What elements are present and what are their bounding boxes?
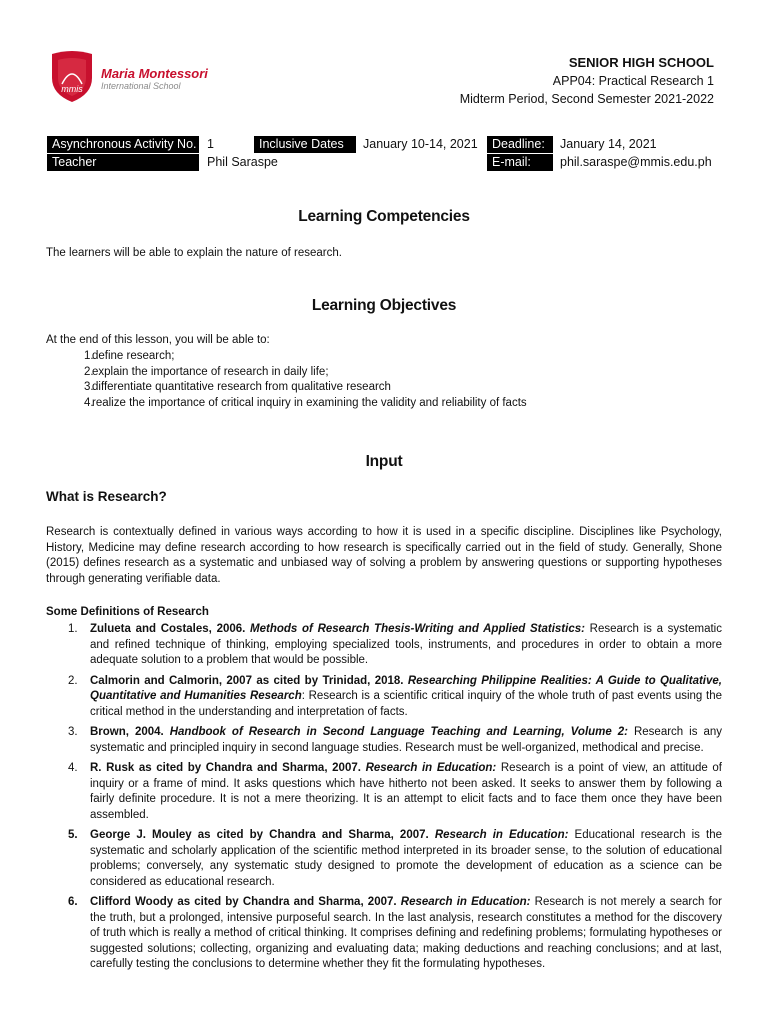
research-intro-paragraph: Research is contextually defined in various ways according to how it is used in a specific discipline. Disciplines like Psychology, History, Medicine may define research according to how research is specifically carried out in the field of study. Generally, Shone (2015) defines research as a systematic and unbiased way of solving a problem by answering questions or supporting hypotheses through generating verifiable data. bbox=[46, 526, 722, 585]
dates-label: Inclusive Dates bbox=[254, 136, 356, 153]
school-logo bbox=[48, 48, 218, 104]
activity-label: Asynchronous Activity No. bbox=[47, 136, 199, 153]
definition-item: 5. George J. Mouley as cited by Chandra and Sharma, 2007. Research in Education: Educational research is the systematic and scholarly application of the scientific method interpreted in its broader sense, to the solution of educational problems; conversely, any systematic study designed to promote the development of education as a science can be considered as educational research. bbox=[68, 829, 722, 888]
document-header bbox=[460, 54, 714, 108]
logo-school-subtitle: International School bbox=[101, 81, 181, 91]
list-item: 3.differentiate quantitative research from qualitative research bbox=[84, 381, 391, 393]
definition-item: 2. Calmorin and Calmorin, 2007 as cited by Trinidad, 2018. Researching Philippine Realities: A Guide to Qualitative, Quantitative and Humanities Research: Research is a scientific critical inquiry of the whole truth of past events using the critical method in the understanding and interpretation of facts. bbox=[68, 674, 722, 718]
school-level: SENIOR HIGH SCHOOL bbox=[568, 55, 714, 70]
deadline-value: January 14, 2021 bbox=[560, 137, 657, 151]
list-item: 4.realize the importance of critical inquiry in examining the validity and reliability of facts bbox=[84, 396, 527, 409]
objectives-intro: At the end of this lesson, you will be able to: bbox=[46, 334, 270, 346]
email-value: phil.saraspe@mmis.edu.ph bbox=[560, 155, 712, 169]
objectives-heading: Learning Objectives bbox=[311, 297, 457, 314]
svg-text:mmis: mmis bbox=[61, 84, 83, 94]
list-item: 1.define research; bbox=[84, 350, 175, 362]
course-title: APP04: Practical Research 1 bbox=[552, 74, 714, 88]
competencies-heading: Learning Competencies bbox=[298, 208, 470, 225]
mmis-shield-icon bbox=[48, 48, 96, 104]
logo-school-name: Maria Montessori bbox=[101, 66, 208, 81]
objectives-list bbox=[84, 349, 527, 411]
email-label: E-mail: bbox=[487, 154, 553, 171]
list-item: 2.explain the importance of research in daily life; bbox=[84, 365, 329, 378]
term-period: Midterm Period, Second Semester 2021-2022 bbox=[459, 92, 714, 106]
definitions-heading: Some Definitions of Research bbox=[46, 606, 209, 618]
definition-item: 4. R. Rusk as cited by Chandra and Sharma, 2007. Research in Education: Research is a point of view, an attitude of inquiry or a frame of mind. It asks questions which have hitherto not been asked. It seeks to answer them by following a fairly definite procedure. It is not a mere theorizing. It is an attempt to elicit facts and to face them once they have been assembled. bbox=[68, 762, 722, 821]
teacher-label: Teacher bbox=[47, 154, 199, 171]
definition-item: 6. Clifford Woody as cited by Chandra and Sharma, 2007. Research in Education: Research is not merely a search for the truth, but a prolonged, intensive purposeful search. In the last analysis, research constitutes a method for the discovery of truth which is really a method of critical thinking. It comprises defining and redefining problems; formulating hypotheses or suggested solutions; collecting, organizing and evaluating data; making deductions and reaching conclusions; and at last, carefully testing the conclusions to determine whether they fit the formulating hypotheses. bbox=[68, 896, 722, 970]
competencies-text: The learners will be able to explain the nature of research. bbox=[46, 247, 342, 259]
activity-info-table bbox=[47, 136, 723, 172]
dates-value: January 10-14, 2021 bbox=[363, 137, 478, 151]
deadline-label: Deadline: bbox=[487, 136, 553, 153]
definition-item: 3. Brown, 2004. Handbook of Research in Second Language Teaching and Learning, Volume 2: Research is any systematic and principled inquiry in second language studies. Research must be well-organized, methodical and precise. bbox=[68, 726, 722, 754]
teacher-value: Phil Saraspe bbox=[207, 155, 278, 169]
definition-item: 1. Zulueta and Costales, 2006. Methods of Research Thesis-Writing and Applied Statistics: Research is a systematic and refined technique of thinking, employing specialized tools, instruments, and procedures in order to obtain a more adequate solution to a problem that would be possible. bbox=[68, 623, 722, 666]
what-is-research-heading: What is Research? bbox=[46, 489, 167, 504]
input-heading: Input bbox=[365, 453, 403, 470]
definitions-list bbox=[46, 622, 722, 978]
activity-value: 1 bbox=[207, 137, 214, 151]
